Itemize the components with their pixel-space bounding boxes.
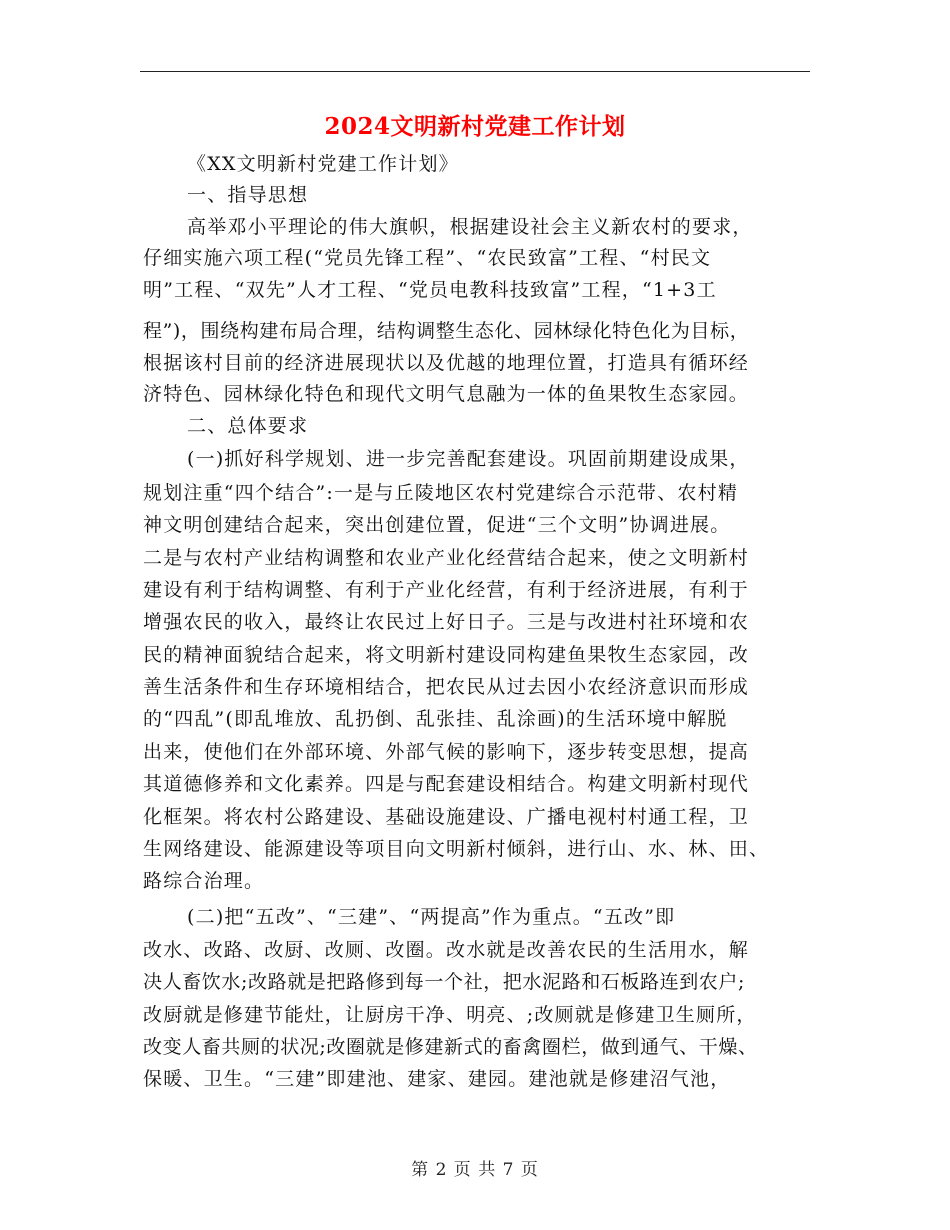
- paragraph-line: 改水、改路、改厨、改厕、改圈。改水就是改善农民的生活用水，解: [143, 939, 750, 961]
- section-heading-1: 一、指导思想: [187, 184, 309, 206]
- paragraph-line: 善生活条件和生存环境相结合，把农民从过去因小农经济意识而形成: [143, 676, 750, 698]
- paragraph-line: 决人畜饮水;改路就是把路修到每一个社，把水泥路和石板路连到农户;: [143, 971, 746, 993]
- paragraph-line: 仔细实施六项工程(“党员先锋工程”、“农民致富”工程、“村民文: [143, 247, 712, 269]
- paragraph-line: 神文明创建结合起来，突出创建位置，促进“三个文明”协调进展。: [143, 514, 731, 536]
- paragraph-line: 高举邓小平理论的伟大旗帜，根据建设社会主义新农村的要求，: [187, 216, 753, 238]
- paragraph-line: 改厨就是修建节能灶，让厨房干净、明亮、;改厕就是修建卫生厕所，: [143, 1004, 757, 1026]
- paragraph-line: 民的精神面貌结合起来，将文明新村建设同构建鱼果牧生态家园，改: [143, 644, 750, 666]
- paragraph-line: 保暖、卫生。“三建”即建池、建家、建园。建池就是修建沼气池，: [143, 1068, 731, 1090]
- page-number: 第 2 页 共 7 页: [411, 1160, 539, 1180]
- paragraph-line: 程”)，围绕构建布局合理，结构调整生态化、园林绿化特色化为目标，: [143, 320, 750, 342]
- paragraph-line: (一)抓好科学规划、进一步完善配套建设。巩固前期建设成果，: [187, 448, 750, 470]
- paragraph-line: 增强农民的收入，最终让农民过上好日子。三是与改进村社环境和农: [143, 611, 750, 633]
- paragraph-line: 济特色、园林绿化特色和现代文明气息融为一体的鱼果牧生态家园。: [143, 383, 750, 405]
- paragraph-line: (二)把“五改”、“三建”、“两提高”作为重点。“五改”即: [187, 906, 676, 928]
- paragraph-line: 规划注重“四个结合”:一是与丘陵地区农村党建综合示范带、农村精: [143, 482, 739, 504]
- paragraph-line: 改变人畜共厕的状况;改圈就是修建新式的畜禽圈栏，做到通气、干燥、: [143, 1036, 758, 1058]
- section-heading-2: 二、总体要求: [187, 415, 309, 437]
- paragraph-line: 出来，使他们在外部环境、外部气候的影响下，逐步转变思想，提高: [143, 741, 750, 763]
- paragraph-line: 建设有利于结构调整、有利于产业化经营，有利于经济进展，有利于: [143, 579, 750, 601]
- paragraph-line: 二是与农村产业结构调整和农业产业化经营结合起来，使之文明新村: [143, 547, 750, 569]
- paragraph-line: 路综合治理。: [143, 870, 265, 892]
- paragraph-line: 的“四乱”(即乱堆放、乱扔倒、乱张挂、乱涂画)的生活环境中解脱: [143, 708, 728, 730]
- paragraph-line: 其道德修养和文化素养。四是与配套建设相结合。构建文明新村现代: [143, 773, 750, 795]
- paragraph-line: 生网络建设、能源建设等项目向文明新村倾斜，进行山、水、林、田、: [143, 838, 770, 860]
- paragraph-line: 化框架。将农村公路建设、基础设施建设、广播电视村村通工程，卫: [143, 806, 750, 828]
- paragraph-line: 明”工程、“双先”人才工程、“党员电教科技致富”工程，“1+3工: [143, 279, 717, 301]
- document-title: 2024文明新村党建工作计划: [324, 113, 626, 140]
- paragraph-line: 根据该村目前的经济进展现状以及优越的地理位置，打造具有循环经: [143, 352, 750, 374]
- header-rule: [140, 71, 810, 72]
- document-subtitle: 《XX文明新村党建工作计划》: [187, 153, 459, 175]
